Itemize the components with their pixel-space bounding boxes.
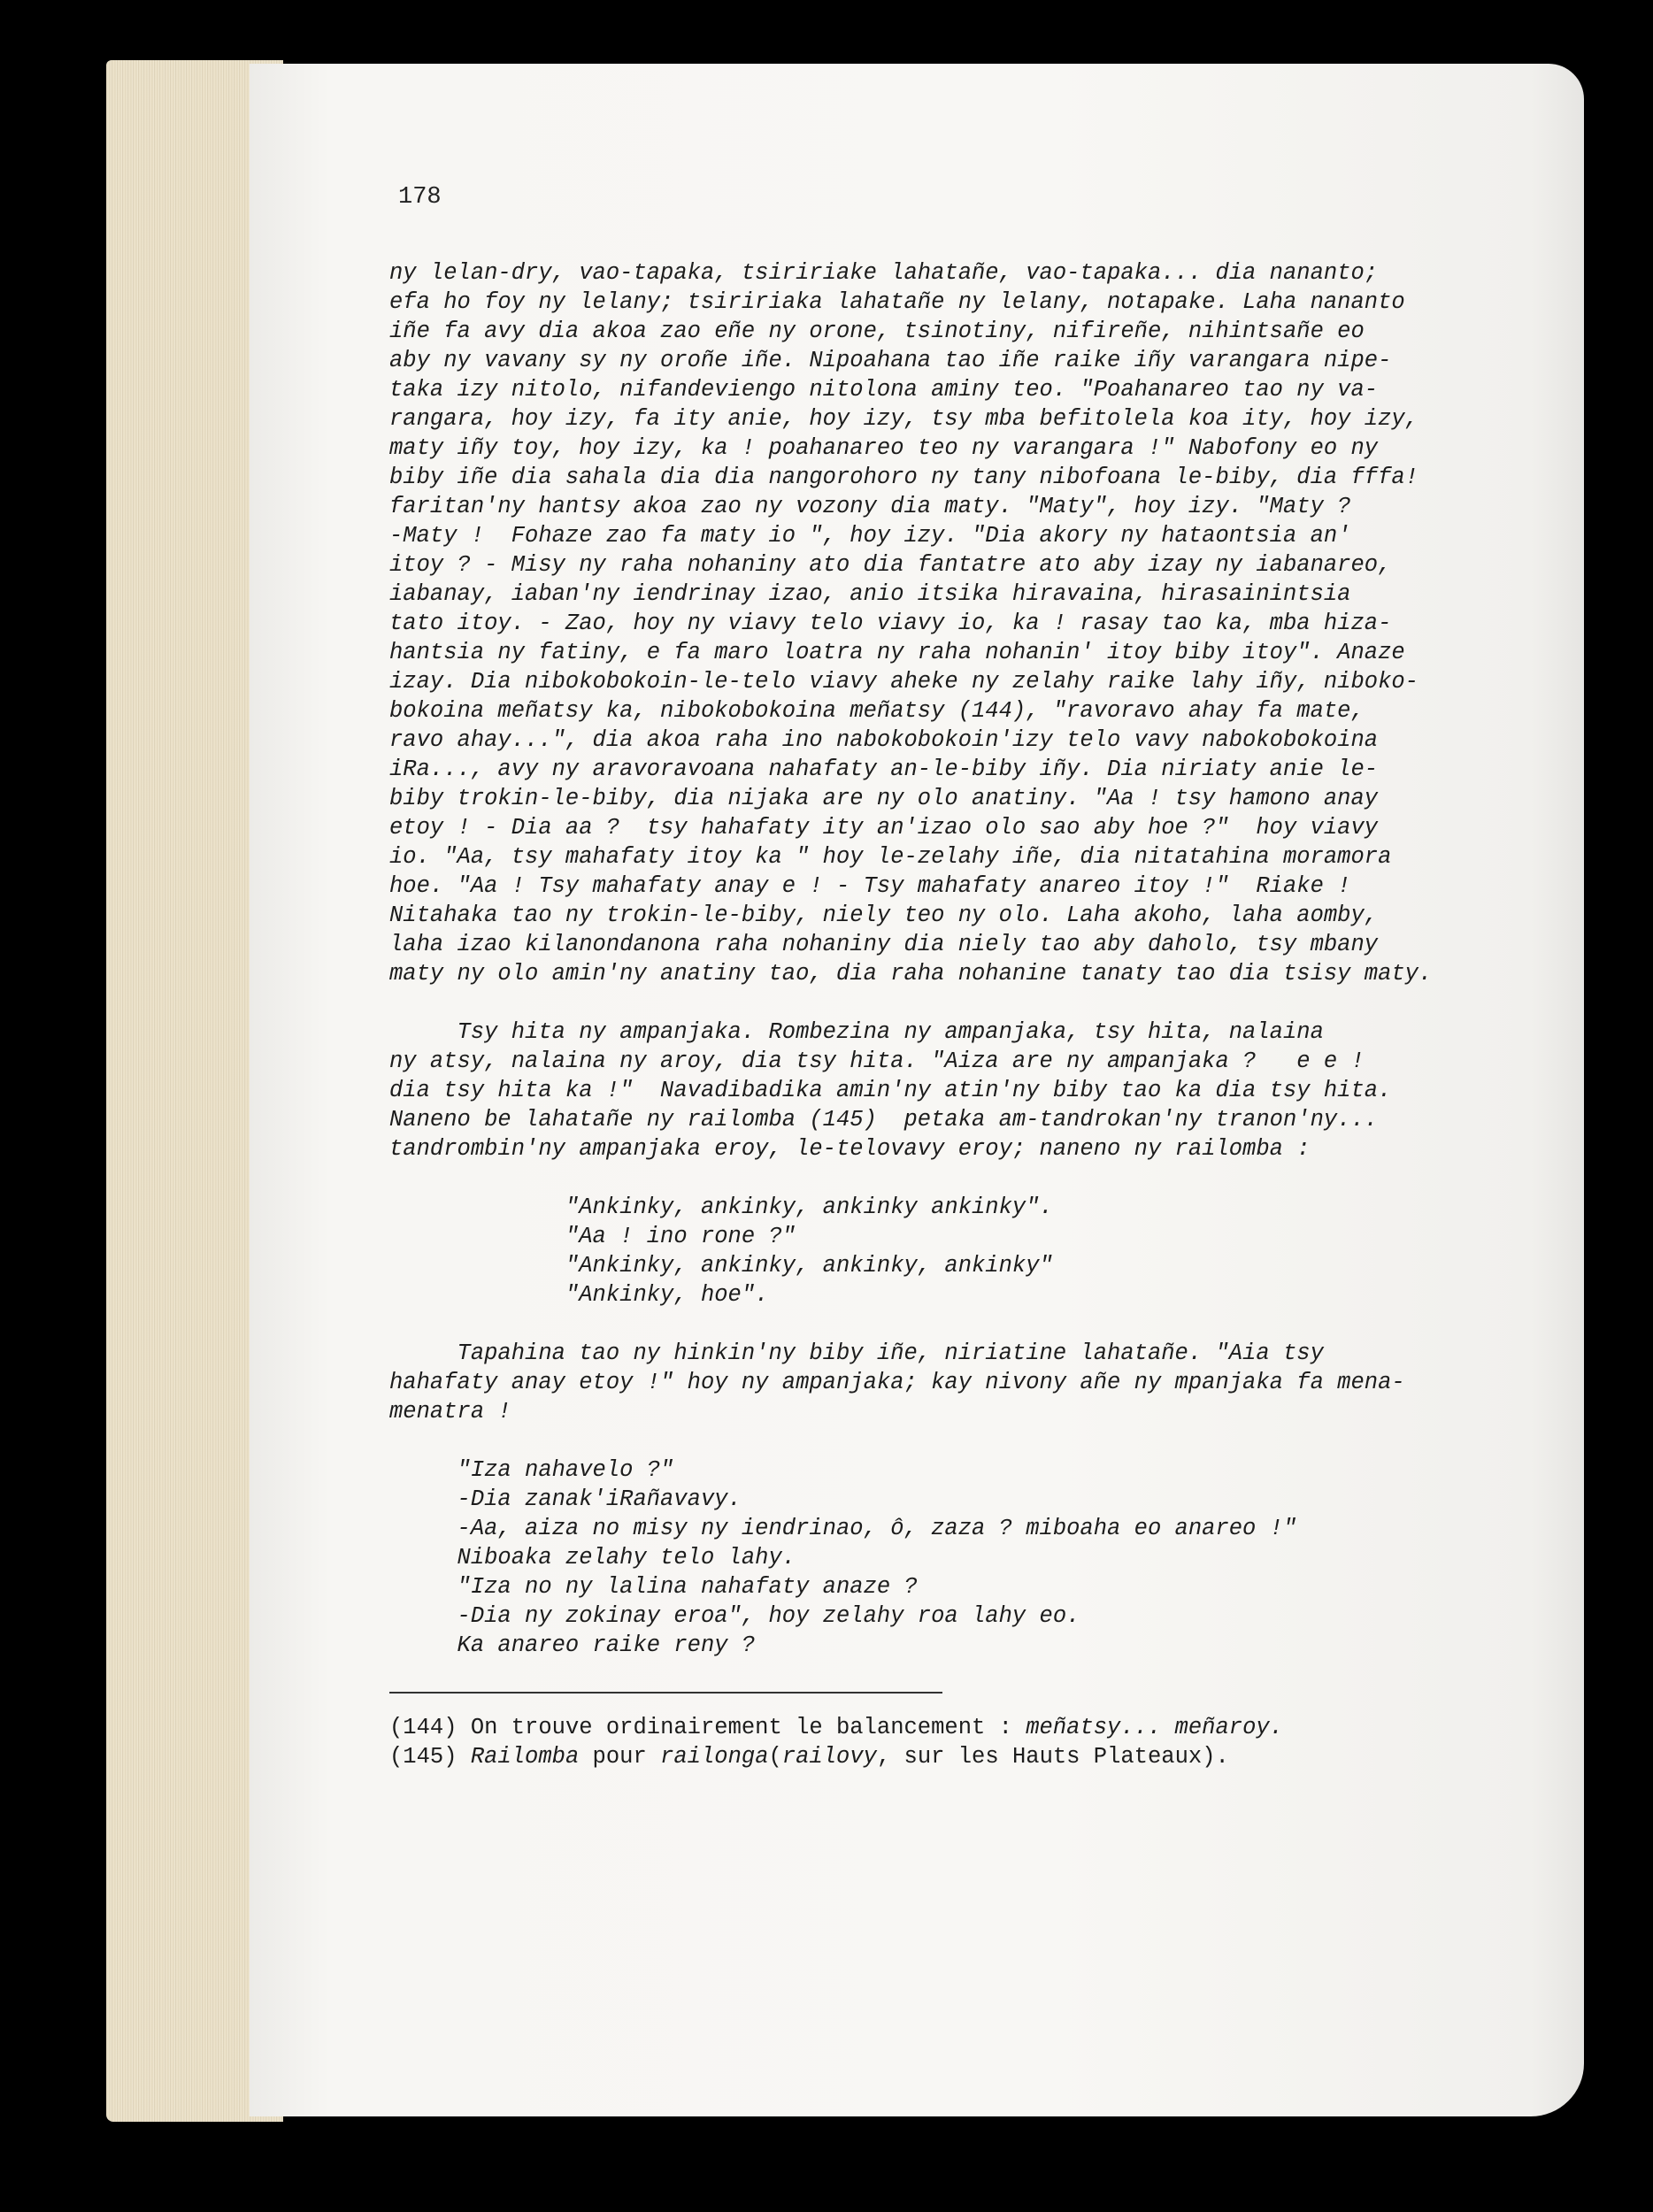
text-line: faritan'ny hantsy akoa zao ny vozony dia maty. "Maty", hoy izy. "Maty ? <box>389 494 1351 519</box>
footnote-text: ( <box>768 1744 782 1770</box>
text-line: bokoina meñatsy ka, nibokobokoina meñatsy (144), "ravoravo ahay fa mate, <box>389 698 1365 724</box>
page-number: 178 <box>398 184 442 211</box>
text-line: dia tsy hita ka !" Navadibadika amin'ny atin'ny biby tao ka dia tsy hita. <box>389 1078 1392 1103</box>
text-line: aby ny vavany sy ny oroñe iñe. Nipoahana tao iñe raike iñy varangara nipe- <box>389 348 1392 373</box>
text-line: tato itoy. - Zao, hoy ny viavy telo viavy io, ka ! rasay tao ka, mba hiza- <box>389 611 1392 636</box>
footnote-rule <box>389 1692 942 1694</box>
text-line <box>389 988 1487 1018</box>
footnote-text: pour <box>579 1744 661 1770</box>
text-line: Naneno be lahatañe ny railomba (145) petaka am-tandrokan'ny tranon'ny... <box>389 1107 1379 1133</box>
text-line: rangara, hoy izy, fa ity anie, hoy izy, tsy mba befitolela koa ity, hoy izy, <box>389 406 1419 432</box>
text-line: iñe fa avy dia akoa zao eñe ny orone, tsinotiny, nifireñe, nihintsañe eo <box>389 319 1365 344</box>
text-line: iRa..., avy ny aravoravoana nahafaty an-le-biby iñy. Dia niriaty anie le- <box>389 757 1379 782</box>
text-line: menatra ! <box>389 1399 511 1425</box>
text-line: Tsy hita ny ampanjaka. Rombezina ny ampanjaka, tsy hita, nalaina <box>389 1019 1324 1045</box>
text-line: "Iza nahavelo ?" <box>389 1457 674 1483</box>
text-line: Tapahina tao ny hinkin'ny biby iñe, niriatine lahatañe. "Aia tsy <box>389 1340 1324 1366</box>
text-line: biby iñe dia sahala dia dia nangorohoro ny tany nibofoana le-biby, dia fffa! <box>389 465 1419 490</box>
text-line: hahafaty anay etoy !" hoy ny ampanjaka; kay nivony añe ny mpanjaka fa mena- <box>389 1370 1405 1395</box>
text-line: biby trokin-le-biby, dia nijaka are ny olo anatiny. "Aa ! tsy hamono anay <box>389 786 1379 811</box>
text-line: Ka anareo raike reny ? <box>389 1632 756 1658</box>
text-line: efa ho foy ny lelany; tsiririaka lahatañe ny lelany, notapake. Laha nananto <box>389 289 1405 315</box>
text-line: -Dia zanak'iRañavavy. <box>389 1486 742 1512</box>
footnote-italic: Railomba <box>470 1744 580 1770</box>
text-line: taka izy nitolo, nifandeviengo nitolona aminy teo. "Poahanareo tao ny va- <box>389 377 1379 403</box>
footnote-italic: railonga <box>660 1744 769 1770</box>
text-line: ny lelan-dry, vao-tapaka, tsiririake lahatañe, vao-tapaka... dia nananto; <box>389 260 1379 286</box>
text-line <box>389 1426 1487 1455</box>
footnote-144 <box>389 1713 1283 1742</box>
text-line: Nitahaka tao ny trokin-le-biby, niely teo ny olo. Laha akoho, laha aomby, <box>389 902 1379 928</box>
text-line: "Ankinky, hoe". <box>389 1282 769 1308</box>
footnote-text: On trouve ordinairement le balancement : <box>470 1715 1026 1740</box>
text-line <box>389 1164 1487 1193</box>
text-line: tandrombin'ny ampanjaka eroy, le-telovavy eroy; naneno ny railomba : <box>389 1136 1311 1162</box>
footnote-145 <box>389 1742 1283 1771</box>
text-line: "Ankinky, ankinky, ankinky ankinky". <box>389 1194 1053 1220</box>
text-line: io. "Aa, tsy mahafaty itoy ka " hoy le-zelahy iñe, dia nitatahina moramora <box>389 844 1392 870</box>
text-line: itoy ? - Misy ny raha nohaniny ato dia fantatre ato aby izay ny iabanareo, <box>389 552 1392 578</box>
text-line: Niboaka zelahy telo lahy. <box>389 1545 796 1571</box>
text-line: ravo ahay...", dia akoa raha ino nabokobokoin'izy telo vavy nabokobokoina <box>389 727 1379 753</box>
text-line: "Iza no ny lalina nahafaty anaze ? <box>389 1574 918 1600</box>
text-line: hoe. "Aa ! Tsy mahafaty anay e ! - Tsy mahafaty anareo itoy !" Riake ! <box>389 873 1351 899</box>
footnote-number: (144) <box>389 1715 457 1740</box>
text-line: hantsia ny fatiny, e fa maro loatra ny raha nohanin' itoy biby itoy". Anaze <box>389 640 1405 665</box>
footnote-italic: meñatsy... meñaroy. <box>1026 1715 1283 1740</box>
text-line: "Aa ! ino rone ?" <box>389 1224 796 1249</box>
footnote-number: (145) <box>389 1744 457 1770</box>
text-line: iabanay, iaban'ny iendrinay izao, anio itsika hiravaina, hirasainintsia <box>389 581 1351 607</box>
text-line: maty ny olo amin'ny anatiny tao, dia raha nohanine tanaty tao dia tsisy maty. <box>389 961 1433 987</box>
text-line: izay. Dia nibokobokoin-le-telo viavy aheke ny zelahy raike lahy iñy, niboko- <box>389 669 1419 695</box>
text-line: -Maty ! Fohaze zao fa maty io ", hoy izy. "Dia akory ny hataontsia an' <box>389 523 1351 549</box>
footnote-text: , sur les Hauts Plateaux). <box>876 1744 1229 1770</box>
text-line: laha izao kilanondanona raha nohaniny dia niely tao aby daholo, tsy mbany <box>389 932 1379 957</box>
text-line: etoy ! - Dia aa ? tsy hahafaty ity an'izao olo sao aby hoe ?" hoy viavy <box>389 815 1379 841</box>
text-line: -Dia ny zokinay eroa", hoy zelahy roa lahy eo. <box>389 1603 1080 1629</box>
footnote-italic: railovy <box>781 1744 877 1770</box>
text-line: -Aa, aiza no misy ny iendrinao, ô, zaza ? miboaha eo anareo !" <box>389 1516 1297 1541</box>
footnotes <box>389 1713 1283 1771</box>
text-line: maty iñy toy, hoy izy, ka ! poahanareo teo ny varangara !" Nabofony eo ny <box>389 435 1379 461</box>
text-line <box>389 1310 1487 1339</box>
text-line: "Ankinky, ankinky, ankinky, ankinky" <box>389 1253 1053 1279</box>
text-line: ny atsy, nalaina ny aroy, dia tsy hita. "Aiza are ny ampanjaka ? e e ! <box>389 1048 1365 1074</box>
body-text <box>389 258 1487 1660</box>
